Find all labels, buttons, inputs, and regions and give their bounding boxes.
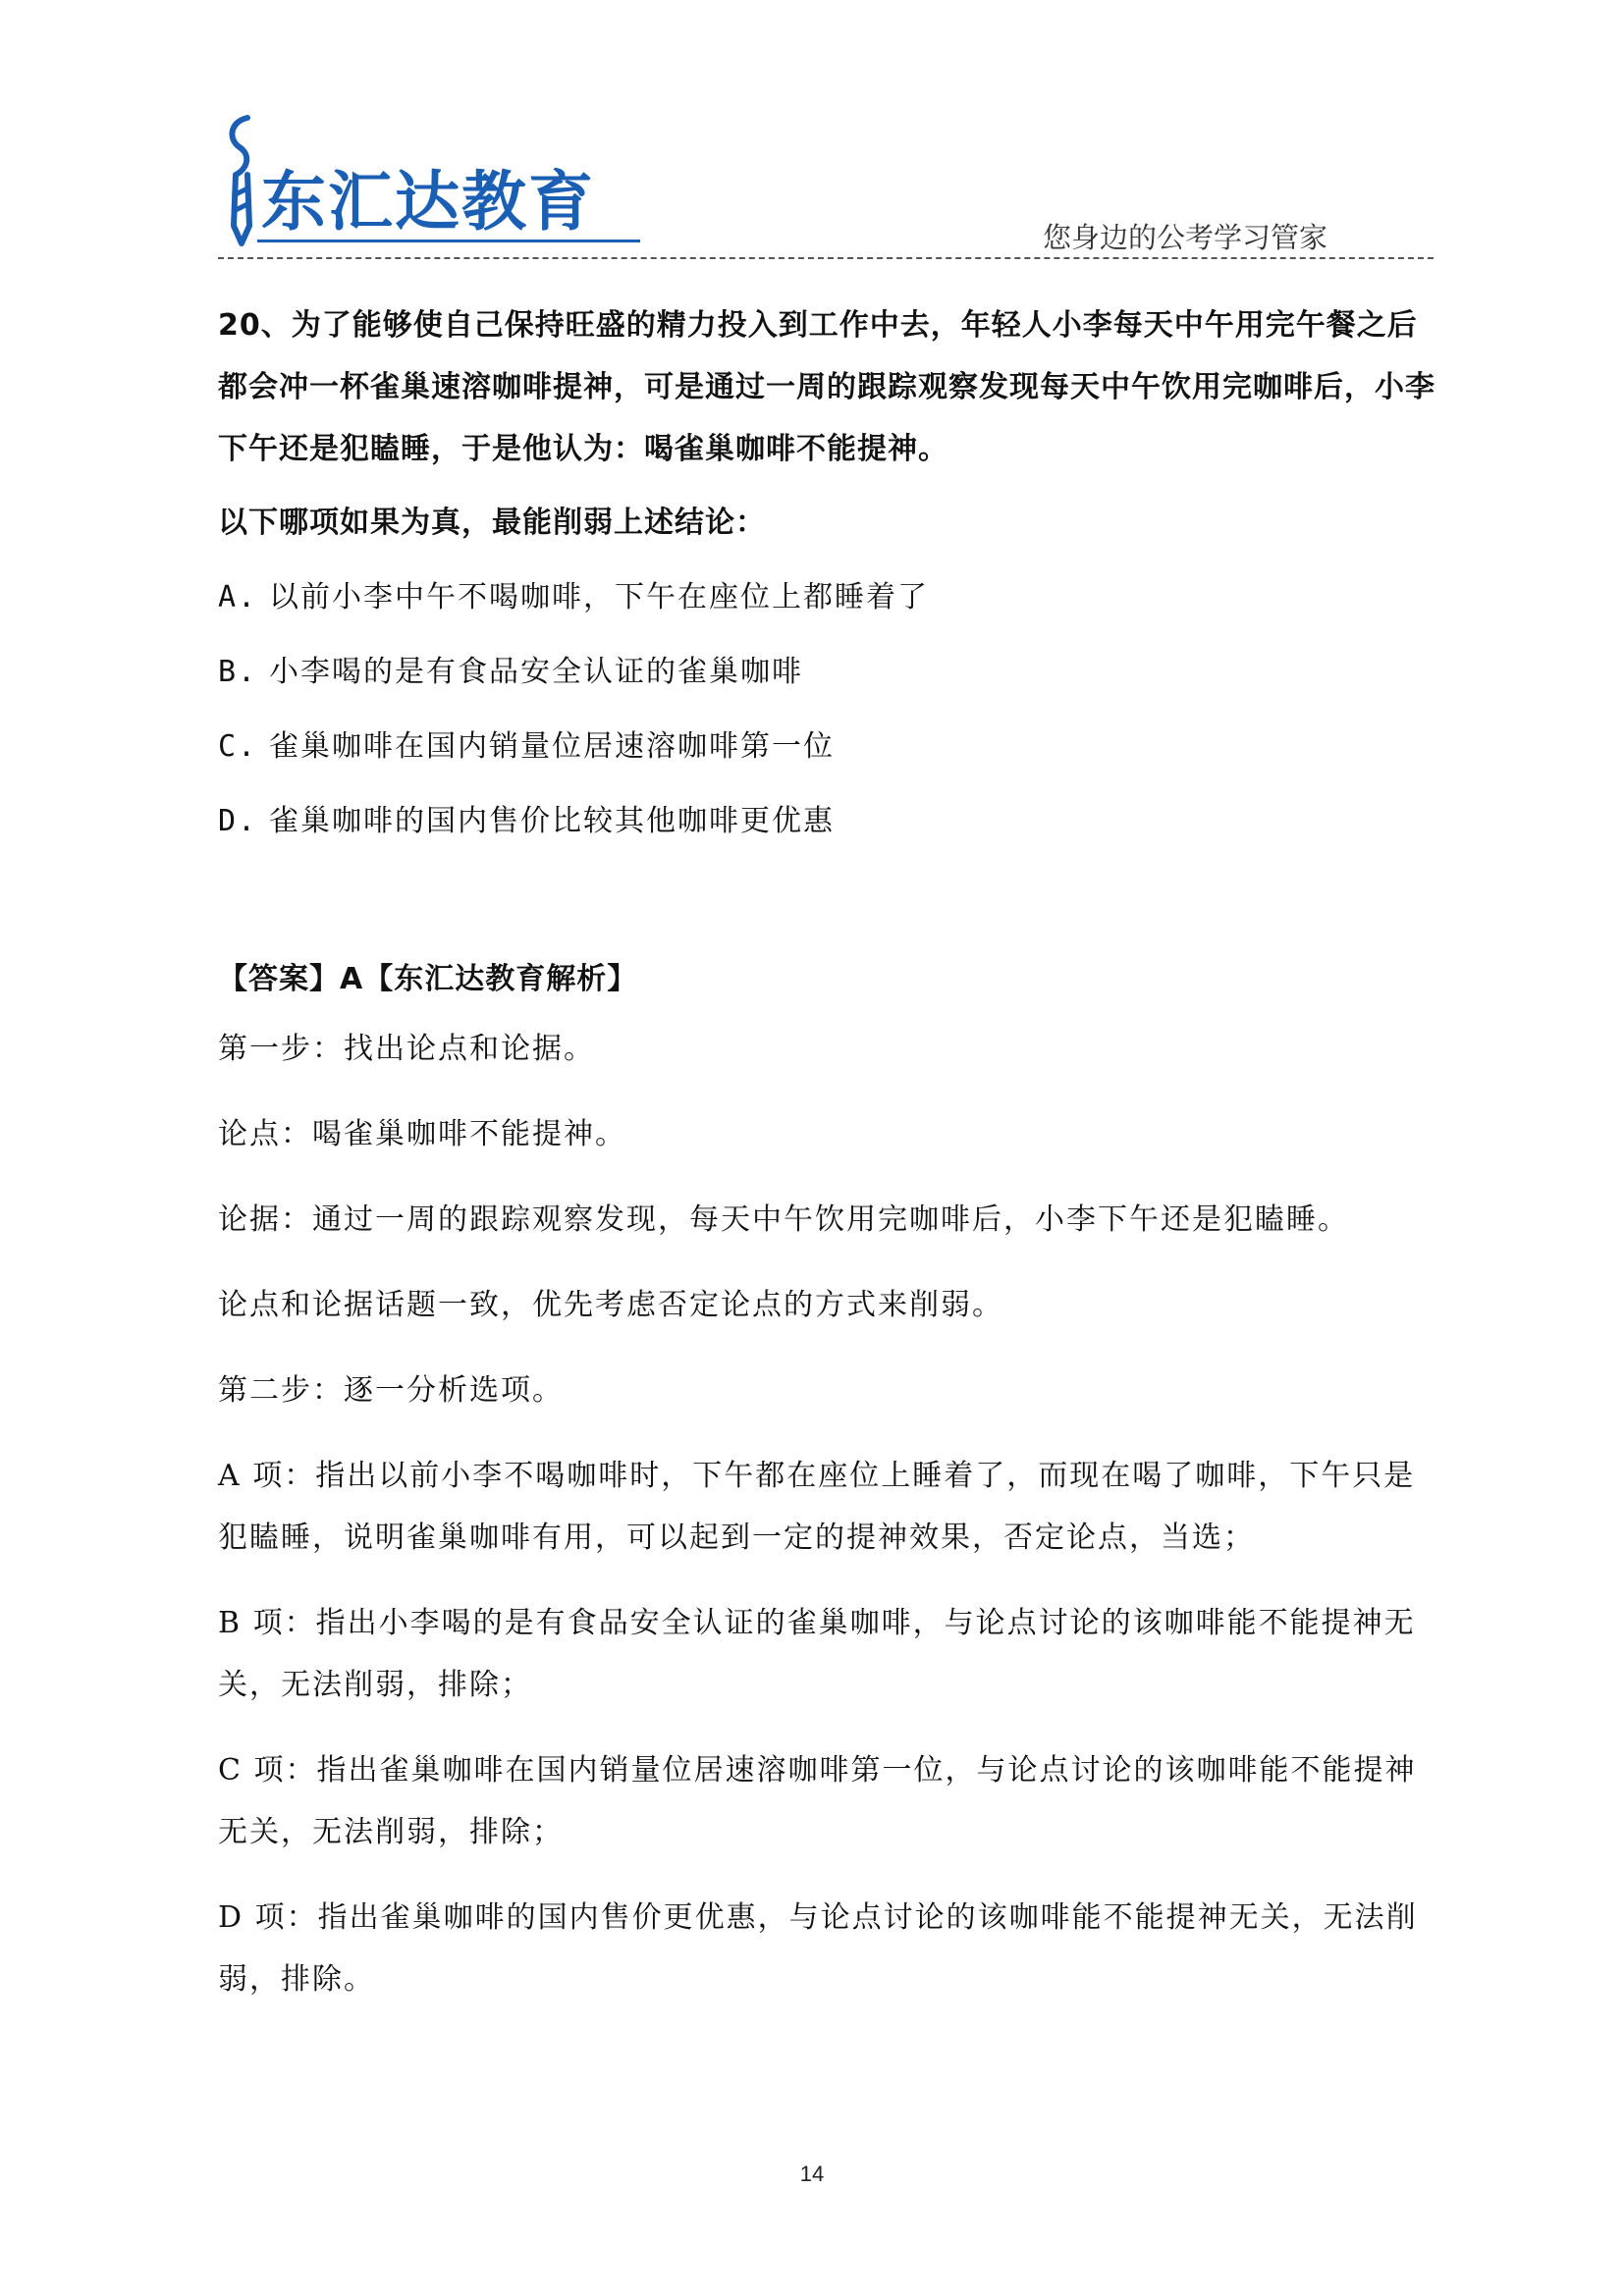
page-header (218, 110, 1434, 257)
analysis-step-two: 第二步：逐一分析选项。 (218, 1373, 564, 1408)
question-stem: 20、为了能够使自己保持旺盛的精力投入到工作中去，年轻人小李每天中午用完午餐之后都会冲一杯雀巢速溶咖啡提神，可是通过一周的跟踪观察发现每天中午饮用完咖啡后，小李下午还是犯瞌睡，于是他认为：喝雀巢咖啡不能提神。 (218, 308, 1435, 466)
analysis-step-one: 第一步：找出论点和论据。 (218, 1032, 595, 1066)
option-b (218, 641, 1435, 703)
option-text: 小李喝的是有食品安全认证的雀巢咖啡 (269, 655, 803, 689)
analysis-option-b: B 项：指出小李喝的是有食品安全认证的雀巢咖啡，与论点讨论的该咖啡能不能提神无关，无法削弱，排除； (218, 1606, 1416, 1702)
pen-icon (218, 110, 265, 247)
option-c (218, 716, 1435, 777)
header-divider (218, 257, 1434, 259)
page-number: 14 (799, 2162, 825, 2186)
analysis-evidence: 论据：通过一周的跟踪观察发现，每天中午饮用完咖啡后，小李下午还是犯瞌睡。 (218, 1202, 1349, 1237)
option-d (218, 790, 1435, 852)
option-text: 雀巢咖啡的国内售价比较其他咖啡更优惠 (269, 804, 835, 838)
brand-logo (218, 110, 640, 247)
option-letter: C. (218, 729, 258, 764)
option-letter: D. (218, 804, 258, 838)
page-content (218, 294, 1435, 2010)
option-text: 雀巢咖啡在国内销量位居速溶咖啡第一位 (269, 729, 835, 764)
analysis-approach: 论点和论据话题一致，优先考虑否定论点的方式来削弱。 (218, 1288, 1003, 1322)
analysis-option-d: D 项：指出雀巢咖啡的国内售价更优惠，与论点讨论的该咖啡能不能提神无关，无法削弱，排除。 (218, 1900, 1418, 1997)
question-prompt: 以下哪项如果为真，最能削弱上述结论： (218, 506, 766, 540)
logo-underline (257, 240, 640, 242)
option-letter: B. (218, 655, 258, 689)
answer-header: 【答案】A【东汇达教育解析】 (218, 962, 638, 996)
header-slogan: 您身边的公考学习管家 (1042, 221, 1327, 254)
analysis-option-a: A 项：指出以前小李不喝咖啡时，下午都在座位上睡着了，而现在喝了咖啡，下午只是犯瞌睡，说明雀巢咖啡有用，可以起到一定的提神效果，否定论点，当选； (218, 1459, 1416, 1555)
logo-text: 东汇达教育 (261, 164, 595, 240)
option-text: 以前小李中午不喝咖啡，下午在座位上都睡着了 (269, 580, 929, 614)
option-letter: A. (218, 580, 258, 614)
analysis-thesis: 论点：喝雀巢咖啡不能提神。 (218, 1117, 626, 1151)
option-a (218, 566, 1435, 628)
analysis-option-c: C 项：指出雀巢咖啡在国内销量位居速溶咖啡第一位，与论点讨论的该咖啡能不能提神无关，无法削弱，排除； (218, 1753, 1417, 1849)
